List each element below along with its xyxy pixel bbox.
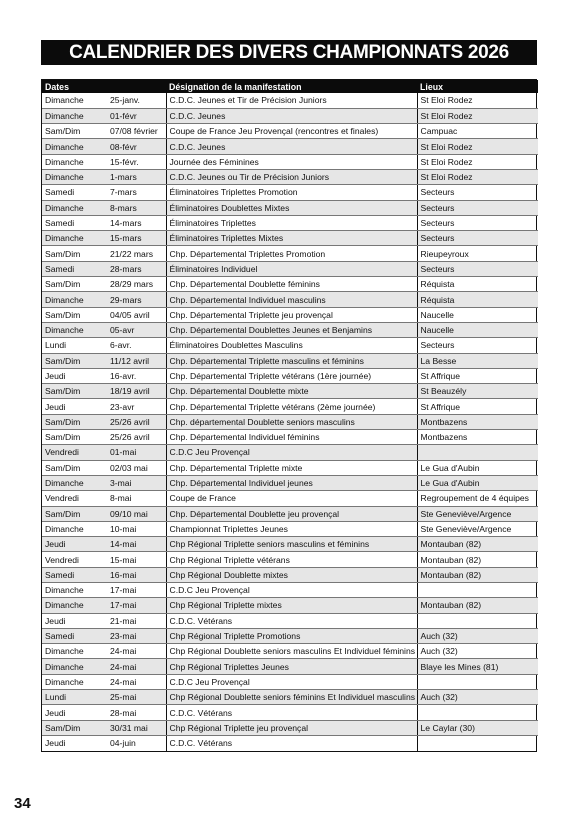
cell-date: 25-mai — [107, 690, 166, 705]
cell-place: Blaye les Mines (81) — [417, 659, 538, 674]
cell-place: Montbazens — [417, 414, 538, 429]
cell-date: 3-mai — [107, 475, 166, 490]
cell-day: Dimanche — [42, 169, 107, 184]
cell-place: St Eloi Rodez — [417, 93, 538, 108]
cell-designation: Chp Régional Triplette Promotions — [166, 628, 417, 643]
cell-day: Sam/Dim — [42, 353, 107, 368]
cell-place: St Eloi Rodez — [417, 169, 538, 184]
cell-place: Campuac — [417, 124, 538, 139]
cell-designation: Chp. Départemental Triplette masculins et féminins — [166, 353, 417, 368]
table-header — [42, 80, 538, 93]
cell-date: 28-mai — [107, 705, 166, 720]
cell-designation: Chp Régional Triplette seniors masculins et féminins — [166, 537, 417, 552]
cell-date: 02/03 mai — [107, 460, 166, 475]
cell-place: Naucelle — [417, 322, 538, 337]
cell-date: 01-mai — [107, 445, 166, 460]
cell-place: Secteurs — [417, 261, 538, 276]
table-row — [42, 108, 538, 123]
cell-day: Sam/Dim — [42, 384, 107, 399]
table-row — [42, 644, 538, 659]
cell-designation: Éliminatoires Individuel — [166, 261, 417, 276]
cell-place: Secteurs — [417, 231, 538, 246]
cell-designation: Journée des Féminines — [166, 154, 417, 169]
cell-date: 01-févr — [107, 108, 166, 123]
cell-designation: C.D.C Jeu Provençal — [166, 674, 417, 689]
cell-designation: Chp. Départemental Individuel jeunes — [166, 475, 417, 490]
cell-designation: Chp Régional Triplette jeu provençal — [166, 720, 417, 735]
cell-date: 04/05 avril — [107, 307, 166, 322]
table-row — [42, 537, 538, 552]
cell-day: Dimanche — [42, 93, 107, 108]
cell-day: Sam/Dim — [42, 307, 107, 322]
cell-place: Auch (32) — [417, 628, 538, 643]
cell-day: Vendredi — [42, 445, 107, 460]
cell-day: Jeudi — [42, 613, 107, 628]
cell-designation: Chp Régional Doublette seniors masculins Et Individuel féminins — [166, 644, 417, 659]
cell-place: Secteurs — [417, 185, 538, 200]
cell-place: Secteurs — [417, 200, 538, 215]
cell-place: Réquista — [417, 292, 538, 307]
cell-designation: Chp. Départemental Individuel masculins — [166, 292, 417, 307]
cell-place — [417, 674, 538, 689]
cell-day: Dimanche — [42, 521, 107, 536]
cell-place: Montauban (82) — [417, 537, 538, 552]
cell-place: Montauban (82) — [417, 598, 538, 613]
cell-designation: Éliminatoires Triplettes Promotion — [166, 185, 417, 200]
table-body — [42, 93, 538, 751]
table-row — [42, 659, 538, 674]
cell-designation: C.D.C. Vétérans — [166, 705, 417, 720]
page-number: 34 — [14, 795, 31, 812]
table-row — [42, 598, 538, 613]
cell-place: Réquista — [417, 277, 538, 292]
cell-place: St Beauzély — [417, 384, 538, 399]
cell-day: Sam/Dim — [42, 460, 107, 475]
cell-date: 10-mai — [107, 521, 166, 536]
cell-day: Dimanche — [42, 108, 107, 123]
cell-place: St Affrique — [417, 368, 538, 383]
cell-date: 23-avr — [107, 399, 166, 414]
cell-place: Ste Geneviève/Argence — [417, 521, 538, 536]
table-row — [42, 277, 538, 292]
table-row — [42, 445, 538, 460]
page-title: CALENDRIER DES DIVERS CHAMPIONNATS 2026 — [41, 40, 537, 65]
cell-designation: Éliminatoires Doublettes Masculins — [166, 338, 417, 353]
cell-day: Sam/Dim — [42, 506, 107, 521]
table-row — [42, 674, 538, 689]
table-row — [42, 430, 538, 445]
table-row — [42, 690, 538, 705]
cell-date: 28/29 mars — [107, 277, 166, 292]
cell-date: 15-févr. — [107, 154, 166, 169]
cell-day: Jeudi — [42, 368, 107, 383]
cell-place: St Eloi Rodez — [417, 154, 538, 169]
cell-designation: Chp. Départemental Doublette mixte — [166, 384, 417, 399]
cell-designation: Éliminatoires Doublettes Mixtes — [166, 200, 417, 215]
header-lieux: Lieux — [417, 80, 538, 93]
cell-designation: C.D.C. Jeunes — [166, 108, 417, 123]
table-row — [42, 613, 538, 628]
table-row — [42, 322, 538, 337]
cell-place: Secteurs — [417, 215, 538, 230]
cell-date: 14-mai — [107, 537, 166, 552]
cell-date: 15-mai — [107, 552, 166, 567]
table-row — [42, 246, 538, 261]
cell-date: 09/10 mai — [107, 506, 166, 521]
cell-place: St Affrique — [417, 399, 538, 414]
table-row — [42, 215, 538, 230]
cell-date: 04-juin — [107, 735, 166, 750]
cell-place — [417, 735, 538, 750]
cell-day: Dimanche — [42, 674, 107, 689]
cell-date: 05-avr — [107, 322, 166, 337]
cell-date: 28-mars — [107, 261, 166, 276]
cell-designation: Coupe de France Jeu Provençal (rencontres et finales) — [166, 124, 417, 139]
cell-date: 17-mai — [107, 583, 166, 598]
cell-day: Sam/Dim — [42, 414, 107, 429]
table-row — [42, 261, 538, 276]
cell-date: 21/22 mars — [107, 246, 166, 261]
cell-designation: Coupe de France — [166, 491, 417, 506]
table-row — [42, 124, 538, 139]
cell-designation: Chp. Départemental Triplettes Promotion — [166, 246, 417, 261]
table-row — [42, 491, 538, 506]
cell-day: Sam/Dim — [42, 720, 107, 735]
cell-day: Jeudi — [42, 705, 107, 720]
cell-date: 14-mars — [107, 215, 166, 230]
cell-date: 24-mai — [107, 644, 166, 659]
table-row — [42, 552, 538, 567]
cell-designation: C.D.C. Vétérans — [166, 735, 417, 750]
cell-day: Dimanche — [42, 322, 107, 337]
cell-date: 11/12 avril — [107, 353, 166, 368]
cell-day: Sam/Dim — [42, 430, 107, 445]
cell-place: Montbazens — [417, 430, 538, 445]
cell-place: Le Gua d'Aubin — [417, 460, 538, 475]
cell-place: St Eloi Rodez — [417, 108, 538, 123]
cell-place: Auch (32) — [417, 644, 538, 659]
cell-date: 16-mai — [107, 567, 166, 582]
cell-designation: Chp Régional Triplettes Jeunes — [166, 659, 417, 674]
table-row — [42, 93, 538, 108]
cell-date: 30/31 mai — [107, 720, 166, 735]
championship-calendar-table — [41, 79, 537, 752]
cell-date: 16-avr. — [107, 368, 166, 383]
cell-place — [417, 445, 538, 460]
cell-day: Sam/Dim — [42, 246, 107, 261]
cell-place: Rieupeyroux — [417, 246, 538, 261]
table-row — [42, 307, 538, 322]
table-row — [42, 414, 538, 429]
cell-day: Samedi — [42, 567, 107, 582]
cell-day: Lundi — [42, 690, 107, 705]
cell-designation: Chp. départemental Doublette seniors masculins — [166, 414, 417, 429]
cell-place: Naucelle — [417, 307, 538, 322]
cell-date: 25/26 avril — [107, 414, 166, 429]
cell-designation: C.D.C. Jeunes et Tir de Précision Juniors — [166, 93, 417, 108]
table-row — [42, 185, 538, 200]
cell-designation: C.D.C. Jeunes — [166, 139, 417, 154]
table-row — [42, 292, 538, 307]
cell-place — [417, 613, 538, 628]
cell-place: St Eloi Rodez — [417, 139, 538, 154]
cell-designation: Éliminatoires Triplettes — [166, 215, 417, 230]
cell-date: 17-mai — [107, 598, 166, 613]
table-row — [42, 154, 538, 169]
table-row — [42, 399, 538, 414]
cell-designation: Chp Régional Triplette vétérans — [166, 552, 417, 567]
cell-date: 24-mai — [107, 659, 166, 674]
cell-place: Le Gua d'Aubin — [417, 475, 538, 490]
cell-place: Auch (32) — [417, 690, 538, 705]
cell-place: Secteurs — [417, 338, 538, 353]
cell-day: Dimanche — [42, 231, 107, 246]
cell-designation: Chp. Départemental Triplette mixte — [166, 460, 417, 475]
table-row — [42, 353, 538, 368]
cell-designation: Éliminatoires Triplettes Mixtes — [166, 231, 417, 246]
cell-day: Lundi — [42, 338, 107, 353]
table-row — [42, 705, 538, 720]
cell-designation: Chp. Départemental Doublettes Jeunes et Benjamins — [166, 322, 417, 337]
cell-day: Dimanche — [42, 583, 107, 598]
table-row — [42, 231, 538, 246]
table-row — [42, 628, 538, 643]
header-designation: Désignation de la manifestation — [166, 80, 417, 93]
cell-date: 25/26 avril — [107, 430, 166, 445]
cell-place: La Besse — [417, 353, 538, 368]
cell-place: Le Caylar (30) — [417, 720, 538, 735]
cell-designation: Chp. Départemental Triplette vétérans (2ème journée) — [166, 399, 417, 414]
cell-date: 21-mai — [107, 613, 166, 628]
table-row — [42, 735, 538, 750]
cell-place: Ste Geneviève/Argence — [417, 506, 538, 521]
table-row — [42, 384, 538, 399]
cell-day: Dimanche — [42, 475, 107, 490]
cell-day: Dimanche — [42, 659, 107, 674]
cell-day: Dimanche — [42, 154, 107, 169]
table-row — [42, 139, 538, 154]
cell-day: Samedi — [42, 261, 107, 276]
cell-designation: Chp Régional Doublette mixtes — [166, 567, 417, 582]
table-row — [42, 338, 538, 353]
cell-date: 29-mars — [107, 292, 166, 307]
cell-day: Vendredi — [42, 491, 107, 506]
cell-day: Dimanche — [42, 292, 107, 307]
cell-place: Montauban (82) — [417, 552, 538, 567]
table-row — [42, 200, 538, 215]
cell-date: 1-mars — [107, 169, 166, 184]
cell-day: Samedi — [42, 185, 107, 200]
table-row — [42, 506, 538, 521]
cell-day: Sam/Dim — [42, 124, 107, 139]
cell-place — [417, 583, 538, 598]
cell-day: Samedi — [42, 215, 107, 230]
table-row — [42, 521, 538, 536]
cell-designation: Chp. Départemental Individuel féminins — [166, 430, 417, 445]
cell-designation: Chp Régional Triplette mixtes — [166, 598, 417, 613]
cell-date: 18/19 avril — [107, 384, 166, 399]
table-row — [42, 567, 538, 582]
cell-place: Montauban (82) — [417, 567, 538, 582]
table-row — [42, 460, 538, 475]
cell-designation: Chp. Départemental Triplette vétérans (1ère journée) — [166, 368, 417, 383]
cell-place: Regroupement de 4 équipes — [417, 491, 538, 506]
cell-date: 07/08 février — [107, 124, 166, 139]
cell-place — [417, 705, 538, 720]
header-dates: Dates — [42, 80, 166, 93]
cell-date: 7-mars — [107, 185, 166, 200]
cell-day: Vendredi — [42, 552, 107, 567]
table-row — [42, 368, 538, 383]
cell-day: Sam/Dim — [42, 277, 107, 292]
cell-designation: C.D.C. Jeunes ou Tir de Précision Juniors — [166, 169, 417, 184]
cell-designation: Chp. Départemental Doublette féminins — [166, 277, 417, 292]
cell-date: 08-févr — [107, 139, 166, 154]
table-row — [42, 720, 538, 735]
table-row — [42, 169, 538, 184]
cell-date: 23-mai — [107, 628, 166, 643]
cell-day: Dimanche — [42, 644, 107, 659]
cell-day: Jeudi — [45, 738, 66, 749]
cell-designation: Chp Régional Doublette seniors féminins Et Individuel masculins — [166, 690, 417, 705]
cell-designation: Chp. Départemental Doublette jeu provençal — [166, 506, 417, 521]
cell-day: Dimanche — [42, 139, 107, 154]
table-row — [42, 583, 538, 598]
cell-date: 8-mars — [107, 200, 166, 215]
cell-designation: Chp. Départemental Triplette jeu provençal — [166, 307, 417, 322]
cell-designation: C.D.C Jeu Provençal — [166, 445, 417, 460]
cell-day: Dimanche — [42, 200, 107, 215]
cell-date: 6-avr. — [107, 338, 166, 353]
cell-designation: Championnat Triplettes Jeunes — [166, 521, 417, 536]
cell-date: 15-mars — [107, 231, 166, 246]
cell-day: Dimanche — [42, 598, 107, 613]
cell-designation: C.D.C Jeu Provençal — [166, 583, 417, 598]
cell-designation: C.D.C. Vétérans — [166, 613, 417, 628]
cell-day: Jeudi — [42, 537, 107, 552]
table-row — [42, 475, 538, 490]
cell-date: 25-janv. — [107, 93, 166, 108]
cell-day: Jeudi — [42, 399, 107, 414]
cell-day: Samedi — [42, 628, 107, 643]
cell-date: 8-mai — [107, 491, 166, 506]
cell-date: 24-mai — [107, 674, 166, 689]
